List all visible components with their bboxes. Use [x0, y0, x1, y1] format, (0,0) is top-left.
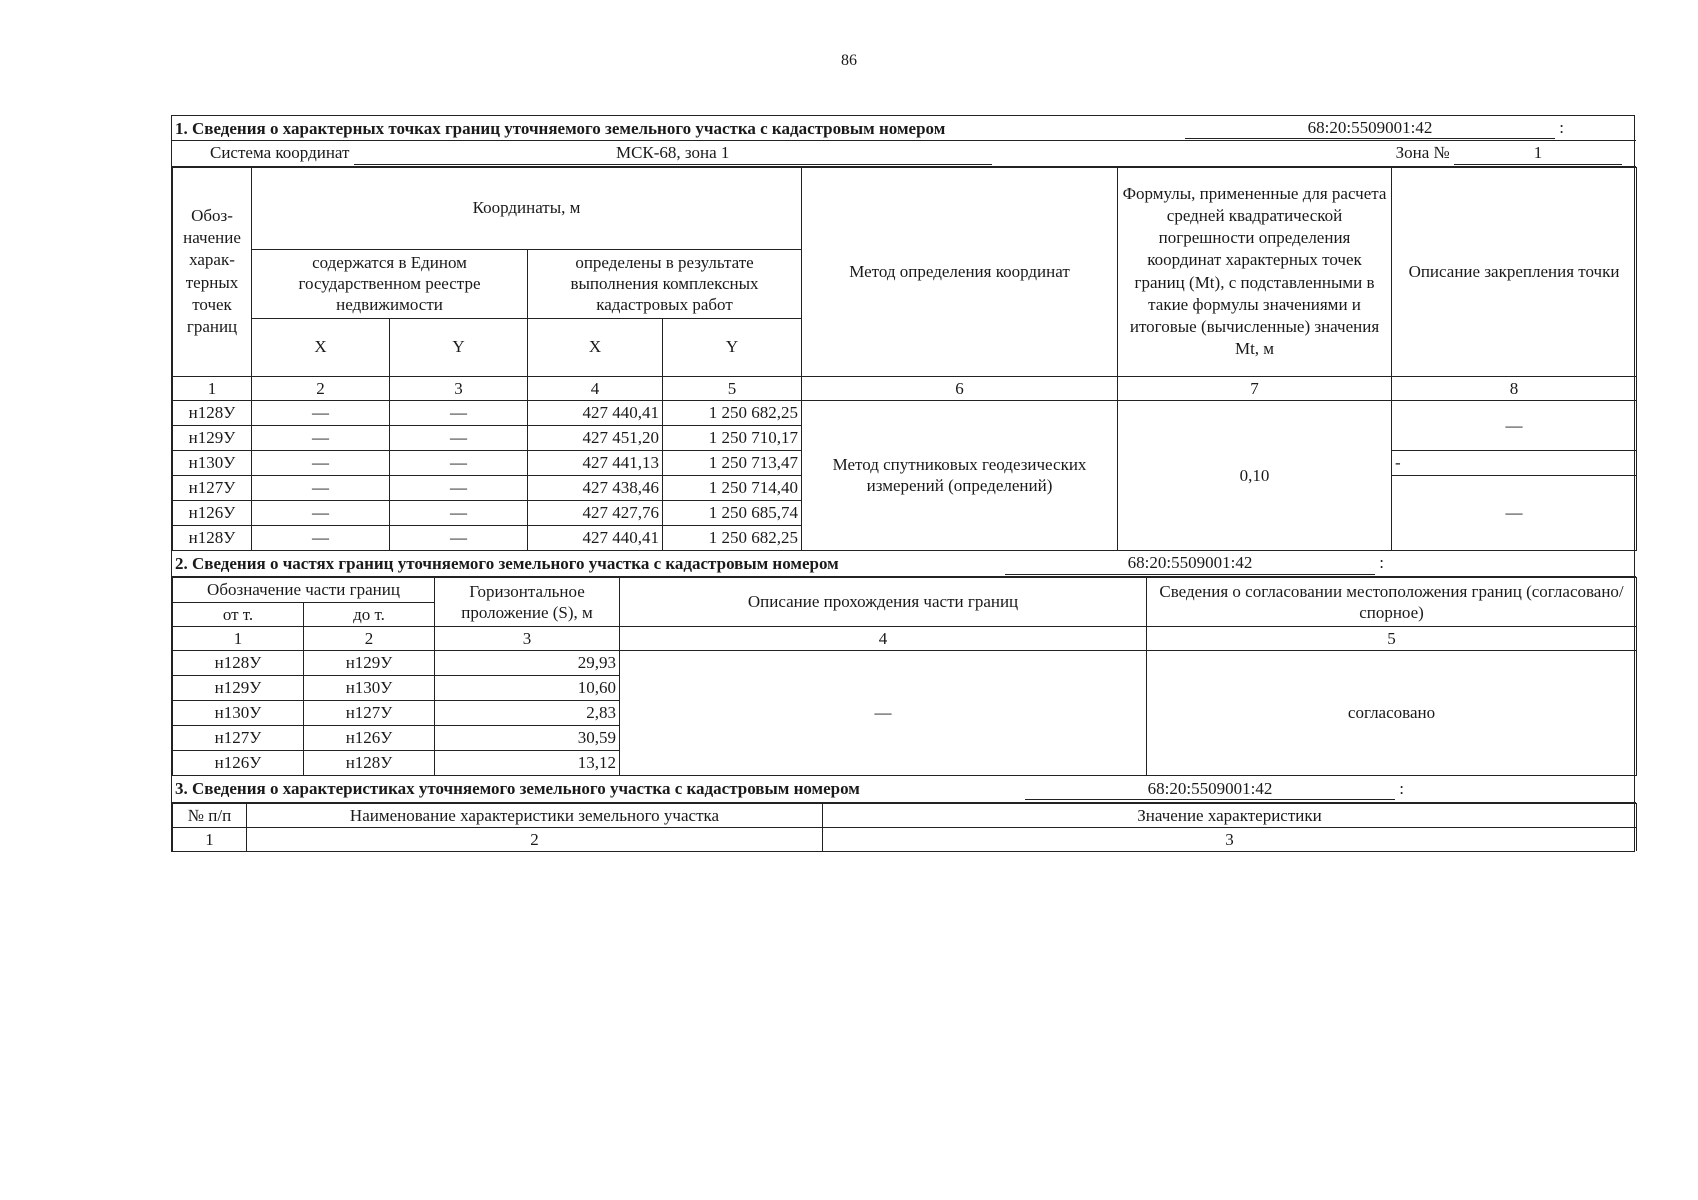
col-number: 5 — [663, 376, 802, 400]
header-description: Описание прохождения части границ — [620, 578, 1147, 627]
col-number: 1 — [173, 827, 247, 851]
section3-table — [172, 803, 1637, 852]
section3-colon: : — [1399, 778, 1404, 798]
x-value: 427 440,41 — [528, 525, 663, 550]
zone-cell — [1132, 141, 1636, 166]
point-name: н130У — [173, 450, 252, 475]
table-row — [173, 400, 1637, 425]
header-designation: Обоз- начение харак- терных точек границ — [173, 167, 252, 376]
header-from: от т. — [173, 602, 304, 626]
point-name: н128У — [173, 400, 252, 425]
section1-cadastral-number: 68:20:5509001:42 — [1185, 117, 1555, 139]
y-registry: — — [390, 500, 528, 525]
from-point: н128У — [173, 651, 304, 676]
to-point: н128У — [304, 751, 435, 776]
section1-column-numbers — [173, 376, 1637, 400]
x-registry: — — [252, 400, 390, 425]
coord-system-cell — [172, 141, 1132, 166]
section2-header — [172, 551, 1636, 578]
header-part-designation: Обозначение части границ — [173, 578, 435, 602]
to-point: н129У — [304, 651, 435, 676]
from-point: н129У — [173, 676, 304, 701]
y-value: 1 250 685,74 — [663, 500, 802, 525]
section3-cadastral-cell — [1022, 776, 1636, 802]
header-agreement: Сведения о согласовании местоположения границ (согласовано/спорное) — [1147, 578, 1637, 627]
coord-system-value: МСК-68, зона 1 — [354, 142, 992, 164]
col-number: 7 — [1118, 376, 1392, 400]
section2-title-cell — [172, 551, 1002, 577]
horizontal-value: 10,60 — [435, 676, 620, 701]
x-value: 427 438,46 — [528, 475, 663, 500]
col-number: 6 — [802, 376, 1118, 400]
header-determined: определены в результате выполнения комплексных кадастровых работ — [528, 249, 802, 318]
horizontal-value: 2,83 — [435, 701, 620, 726]
section3-cadastral-number: 68:20:5509001:42 — [1025, 778, 1395, 800]
horizontal-value: 29,93 — [435, 651, 620, 676]
point-name: н128У — [173, 525, 252, 550]
y-registry: — — [390, 525, 528, 550]
x-registry: — — [252, 425, 390, 450]
y-value: 1 250 682,25 — [663, 525, 802, 550]
horizontal-value: 30,59 — [435, 726, 620, 751]
point-name: н126У — [173, 500, 252, 525]
section1-cadastral-cell — [1132, 116, 1636, 141]
section3-title-cell — [172, 776, 1022, 802]
x-value: 427 440,41 — [528, 400, 663, 425]
fixing-value: - — [1392, 450, 1637, 475]
col-number: 2 — [247, 827, 823, 851]
coord-system-label: Система координат — [210, 143, 350, 163]
col-number: 1 — [173, 376, 252, 400]
header-horizontal: Горизонтальное проложение (S), м — [435, 578, 620, 627]
section1-header — [172, 116, 1636, 167]
cadastral-document — [171, 115, 1635, 852]
y-value: 1 250 682,25 — [663, 400, 802, 425]
section3-header — [172, 776, 1636, 803]
header-coords: Координаты, м — [252, 167, 802, 249]
y-registry: — — [390, 475, 528, 500]
horizontal-value: 13,12 — [435, 751, 620, 776]
y-value: 1 250 710,17 — [663, 425, 802, 450]
x-registry: — — [252, 475, 390, 500]
col-number: 1 — [173, 626, 304, 650]
col-number: 3 — [435, 626, 620, 650]
col-number: 4 — [620, 626, 1147, 650]
fixing-value: — — [1392, 400, 1637, 450]
col-number: 5 — [1147, 626, 1637, 650]
agreement-value: согласовано — [1147, 651, 1637, 776]
header-to: до т. — [304, 602, 435, 626]
section1-title-cell — [172, 116, 1132, 141]
x-registry: — — [252, 525, 390, 550]
y-value: 1 250 714,40 — [663, 475, 802, 500]
y-registry: — — [390, 450, 528, 475]
section2-title: 2. Сведения о частях границ уточняемого земельного участка с кадастровым номером — [175, 553, 839, 573]
mt-value: 0,10 — [1118, 400, 1392, 550]
header-characteristic-name: Наименование характеристики земельного участка — [247, 803, 823, 827]
col-number: 4 — [528, 376, 663, 400]
point-name: н129У — [173, 425, 252, 450]
x-registry: — — [252, 450, 390, 475]
header-no: № п/п — [173, 803, 247, 827]
method-value: Метод спутниковых геодезических измерений (определений) — [802, 400, 1118, 550]
zone-value: 1 — [1454, 142, 1622, 164]
x-value: 427 441,13 — [528, 450, 663, 475]
from-point: н130У — [173, 701, 304, 726]
col-number: 2 — [252, 376, 390, 400]
from-point: н127У — [173, 726, 304, 751]
section2-colon: : — [1379, 553, 1384, 573]
col-number: 8 — [1392, 376, 1637, 400]
section1-colon: : — [1559, 118, 1564, 137]
to-point: н127У — [304, 701, 435, 726]
section2-cadastral-cell — [1002, 551, 1636, 577]
section2-table — [172, 577, 1637, 776]
point-name: н127У — [173, 475, 252, 500]
x-value: 427 427,76 — [528, 500, 663, 525]
y-value: 1 250 713,47 — [663, 450, 802, 475]
col-number: 2 — [304, 626, 435, 650]
table-row — [173, 651, 1637, 676]
x-value: 427 451,20 — [528, 425, 663, 450]
fixing-value: — — [1392, 475, 1637, 550]
col-number: 3 — [390, 376, 528, 400]
y-registry: — — [390, 425, 528, 450]
section1-title: 1. Сведения о характерных точках границ уточняемого земельного участка с кадастровым номером — [175, 119, 946, 138]
header-y: Y — [663, 318, 802, 376]
section2-column-numbers — [173, 626, 1637, 650]
section3-column-numbers — [173, 827, 1637, 851]
header-characteristic-value: Значение характеристики — [823, 803, 1637, 827]
header-in-registry: содержатся в Едином государственном реестре недвижимости — [252, 249, 528, 318]
description-value: — — [620, 651, 1147, 776]
header-x-reg: X — [252, 318, 390, 376]
col-number: 3 — [823, 827, 1637, 851]
section3-title: 3. Сведения о характеристиках уточняемого земельного участка с кадастровым номером — [175, 779, 860, 799]
header-x: X — [528, 318, 663, 376]
from-point: н126У — [173, 751, 304, 776]
header-fixing: Описание закрепления точки — [1392, 167, 1637, 376]
to-point: н126У — [304, 726, 435, 751]
y-registry: — — [390, 400, 528, 425]
to-point: н130У — [304, 676, 435, 701]
header-y-reg: Y — [390, 318, 528, 376]
section2-cadastral-number: 68:20:5509001:42 — [1005, 552, 1375, 574]
page-number: 86 — [841, 52, 857, 69]
zone-label: Зона № — [1395, 143, 1450, 163]
header-method: Метод определения координат — [802, 167, 1118, 376]
section1-table — [172, 167, 1637, 551]
x-registry: — — [252, 500, 390, 525]
header-formulas: Формулы, примененные для расчета средней квадратической погрешности определения координат характерных точек границ (Mt), с подставленными в такие формулы значениями и итоговые (вычисленные) значения Mt, м — [1118, 167, 1392, 376]
